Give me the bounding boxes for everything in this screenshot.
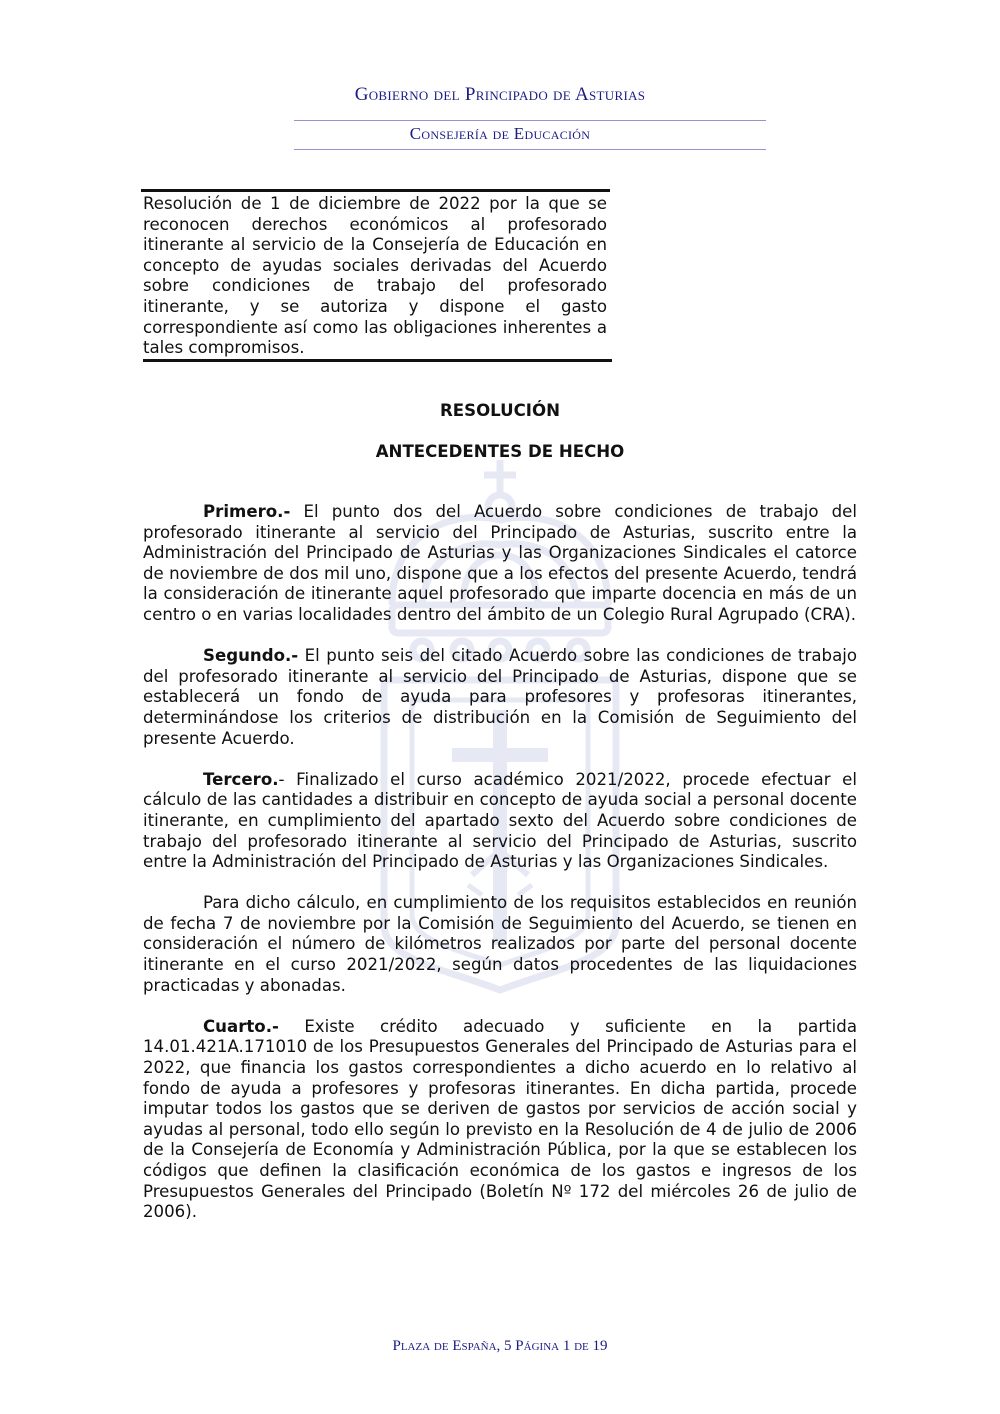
summary-rule-bottom (143, 359, 612, 362)
paragraph-text: Para dicho cálculo, en cumplimiento de los requisitos establecidos en reunión de fecha 7 de noviembre por la Comisión de Seguimiento del Acuerdo, se tienen en consideración el número de kilómetros realizados por parte del personal docente itinerante en el curso 2021/2022, según datos procedentes de las liquidaciones practicadas y abonadas. (143, 893, 857, 995)
resolution-summary-box (141, 189, 611, 362)
paragraph-text: Existe crédito adecuado y suficiente en la partida 14.01.421A.171010 de los Presupuestos Generales del Principado de Asturias para el 2022, que financia los gastos correspondientes a dicho acuerdo en lo relativo al fondo de ayuda a profesores y profesoras itinerantes. En dicha partida, procede imputar todos los gastos que se deriven de gastos por servicios de acción social y ayudas al personal, todo ello según lo previsto en la Resolución de 4 de julio de 2006 de la Consejería de Economía y Administración Pública, por la que se establecen los códigos que definen la clasificación económica de los gastos e ingresos de los Presupuestos Generales del Principado (Boletín Nº 172 del miércoles 26 de julio de 2006). (143, 1016, 857, 1222)
header-rule-bottom (294, 149, 766, 150)
paragraph-segundo (143, 646, 857, 749)
paragraph-text: - Finalizado el curso académico 2021/2022, procede efectuar el cálculo de las cantidades a distribuir en concepto de ayuda social a personal docente itinerante, en cumplimiento del apartado sexto del Acuerdo sobre condiciones de trabajo del profesorado itinerante al servicio del Principado de Asturias, suscrito entre la Administración del Principado de Asturias y las Organizaciones Sindicales. (143, 769, 857, 872)
government-title: Gobierno del Principado de Asturias (354, 84, 646, 105)
paragraph-label: Cuarto.- (203, 1016, 279, 1036)
background-heading: ANTECEDENTES DE HECHO (375, 442, 625, 461)
paragraph-tercero (143, 770, 857, 873)
page-footer: Plaza de España, 5 Página 1 de 19 (392, 1338, 608, 1354)
summary-rule-top (141, 189, 610, 192)
paragraph-label: Primero.- (203, 502, 291, 521)
header-rule-top (294, 120, 766, 121)
department-title: Consejería de Educación (409, 124, 591, 143)
paragraph-primero (143, 502, 857, 626)
paragraph-text: El punto dos del Acuerdo sobre condiciones de trabajo del profesorado itinerante al servicio del Principado de Asturias, suscrito entre la Administración del Principado de Asturias y las Organizaciones Sindicales el catorce de noviembre de dos mil uno, dispone que a los efectos del presente Acuerdo, tendrá la consideración de itinerante aquel profesorado que imparte docencia en más de un centro o en varias localidades dentro del ámbito de un Colegio Rural Agrupado (CRA). (143, 502, 857, 624)
resolution-summary: Resolución de 1 de diciembre de 2022 por la que se reconocen derechos económicos al profesorado itinerante al servicio de la Consejería de Educación en concepto de ayudas sociales derivadas del Acuerdo sobre condiciones de trabajo del profesorado itinerante, y se autoriza y dispone el gasto correspondiente así como las obligaciones inherentes a tales compromisos. (143, 194, 607, 358)
resolution-heading: RESOLUCIÓN (440, 401, 560, 420)
document-body (143, 502, 857, 1243)
paragraph-label: Tercero. (203, 769, 279, 789)
paragraph-text: El punto seis del citado Acuerdo sobre las condiciones de trabajo del profesorado itinerante al servicio del Principado de Asturias, dispone que se establecerá un fondo de ayuda para profesores y profesoras itinerantes, determinándose los criterios de distribución en la Comisión de Seguimiento del presente Acuerdo. (143, 646, 857, 748)
paragraph-calculo (143, 893, 857, 996)
paragraph-cuarto (143, 1017, 857, 1223)
paragraph-label: Segundo.- (203, 646, 299, 666)
